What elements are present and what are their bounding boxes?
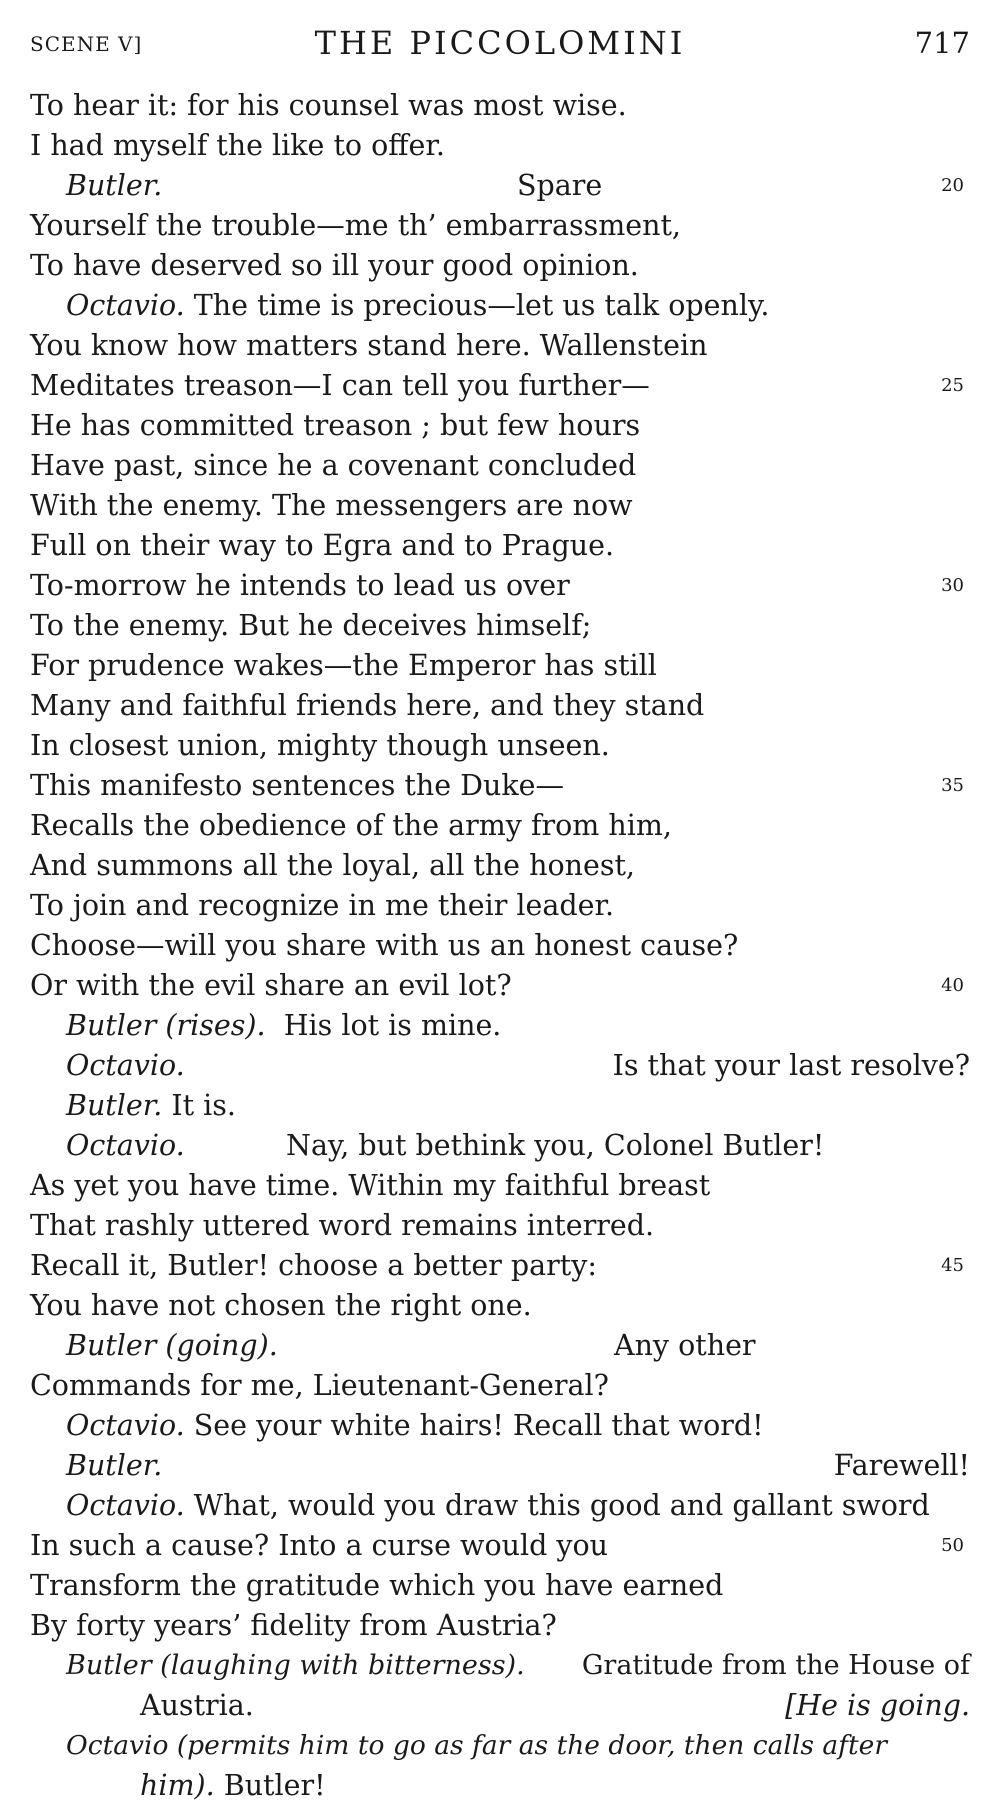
verse-line: For prudence wakes—the Emperor has still xyxy=(30,649,657,682)
speech-line: Octavio. Nay, but bethink you, Colonel Butler! xyxy=(0,1126,1000,1166)
speaker-name: him). xyxy=(140,1769,215,1802)
verse-line: That rashly uttered word remains interred. xyxy=(30,1209,655,1242)
speaker-name: Octavio. xyxy=(66,1409,185,1442)
speech-line: Butler (laughing with bitterness). Gratitude from the House of xyxy=(0,1646,1000,1686)
verse-line: This manifesto sentences the Duke— 35 xyxy=(0,766,1000,806)
speech-line: Octavio. What, would you draw this good and gallant sword xyxy=(66,1489,930,1522)
verse-line: Have past, since he a covenant concluded xyxy=(30,449,637,482)
line-number: 25 xyxy=(941,375,964,396)
speaker-name: Octavio. xyxy=(66,289,185,322)
speech-line: Octavio. See your white hairs! Recall that word! xyxy=(66,1409,764,1442)
verse-line: With the enemy. The messengers are now xyxy=(30,489,633,522)
verse-line: Or with the evil share an evil lot? 40 xyxy=(0,966,1000,1006)
verse-line: And summons all the loyal, all the honest, xyxy=(30,849,635,882)
speaker-name: Butler (laughing with bitterness). xyxy=(66,1650,525,1681)
verse-line: To have deserved so ill your good opinion. xyxy=(30,249,639,282)
speech-line: Butler (going). Any other xyxy=(0,1326,1000,1366)
speech-line: Austria. [He is going. xyxy=(0,1686,1000,1726)
verse-line: To the enemy. But he deceives himself; xyxy=(30,609,592,642)
speaker-name: Butler. xyxy=(66,169,163,202)
speech-line: Octavio. The time is precious—let us talk openly. xyxy=(66,289,770,322)
verse-line: To hear it: for his counsel was most wise. xyxy=(30,89,627,122)
speaker-name: Octavio. xyxy=(66,1129,185,1162)
line-number: 40 xyxy=(941,975,964,996)
speaker-name: Octavio. xyxy=(66,1489,185,1522)
speaker-name: Butler (going). xyxy=(66,1329,278,1362)
verse-line: He has committed treason ; but few hours xyxy=(30,409,641,442)
verse-line: Recalls the obedience of the army from him, xyxy=(30,809,672,842)
page-title: THE PICCOLOMINI xyxy=(314,24,686,62)
verse-line: Transform the gratitude which you have earned xyxy=(30,1569,724,1602)
page-number: 717 xyxy=(914,26,970,60)
verse-line: In closest union, mighty though unseen. xyxy=(30,729,610,762)
verse-line: Choose—will you share with us an honest cause? xyxy=(30,929,739,962)
line-number: 45 xyxy=(941,1255,964,1276)
verse-line: To-morrow he intends to lead us over 30 xyxy=(0,566,1000,606)
verse-line: You know how matters stand here. Wallenstein xyxy=(30,329,708,362)
speech-line: Butler. It is. xyxy=(66,1089,236,1122)
verse-line: I had myself the like to offer. xyxy=(30,129,445,162)
line-number: 35 xyxy=(941,775,964,796)
speech-line: Butler. Spare 20 xyxy=(0,166,1000,206)
verse-line: By forty years’ fidelity from Austria? xyxy=(30,1609,557,1642)
speaker-name: Butler. xyxy=(66,1089,163,1122)
speaker-name: Butler. xyxy=(66,1449,163,1482)
speech-line: Octavio. Is that your last resolve? xyxy=(0,1046,1000,1086)
verse-line: Full on their way to Egra and to Prague. xyxy=(30,529,615,562)
speaker-name: Octavio. xyxy=(66,1049,185,1082)
line-number: 30 xyxy=(941,575,964,596)
speech-line: Butler. Farewell! xyxy=(0,1446,1000,1486)
verse-line: Recall it, Butler! choose a better party: 45 xyxy=(0,1246,1000,1286)
verse-line: As yet you have time. Within my faithful breast xyxy=(30,1169,711,1202)
speech-line: Butler (rises). His lot is mine. xyxy=(66,1009,502,1042)
verse-text xyxy=(0,86,1000,1806)
verse-line: You have not chosen the right one. xyxy=(30,1289,532,1322)
verse-line: Yourself the trouble—me th’ embarrassment, xyxy=(30,209,681,242)
verse-line: Commands for me, Lieutenant-General? xyxy=(30,1369,609,1402)
scene-label: SCENE V] xyxy=(30,32,143,56)
speaker-name: Octavio (permits him to go as far as the door, then calls after xyxy=(66,1730,887,1761)
speaker-name: Butler (rises). xyxy=(66,1009,266,1042)
verse-line: Many and faithful friends here, and they stand xyxy=(30,689,705,722)
speech-line: him). Butler! xyxy=(140,1769,326,1802)
running-header xyxy=(30,24,970,64)
line-number: 50 xyxy=(941,1535,964,1556)
verse-line: To join and recognize in me their leader. xyxy=(30,889,615,922)
line-number: 20 xyxy=(941,175,964,196)
verse-line: In such a cause? Into a curse would you 50 xyxy=(0,1526,1000,1566)
stage-direction-line xyxy=(0,1726,1000,1766)
verse-line: Meditates treason—I can tell you further— 25 xyxy=(0,366,1000,406)
stage-direction: [He is going. xyxy=(785,1689,970,1722)
